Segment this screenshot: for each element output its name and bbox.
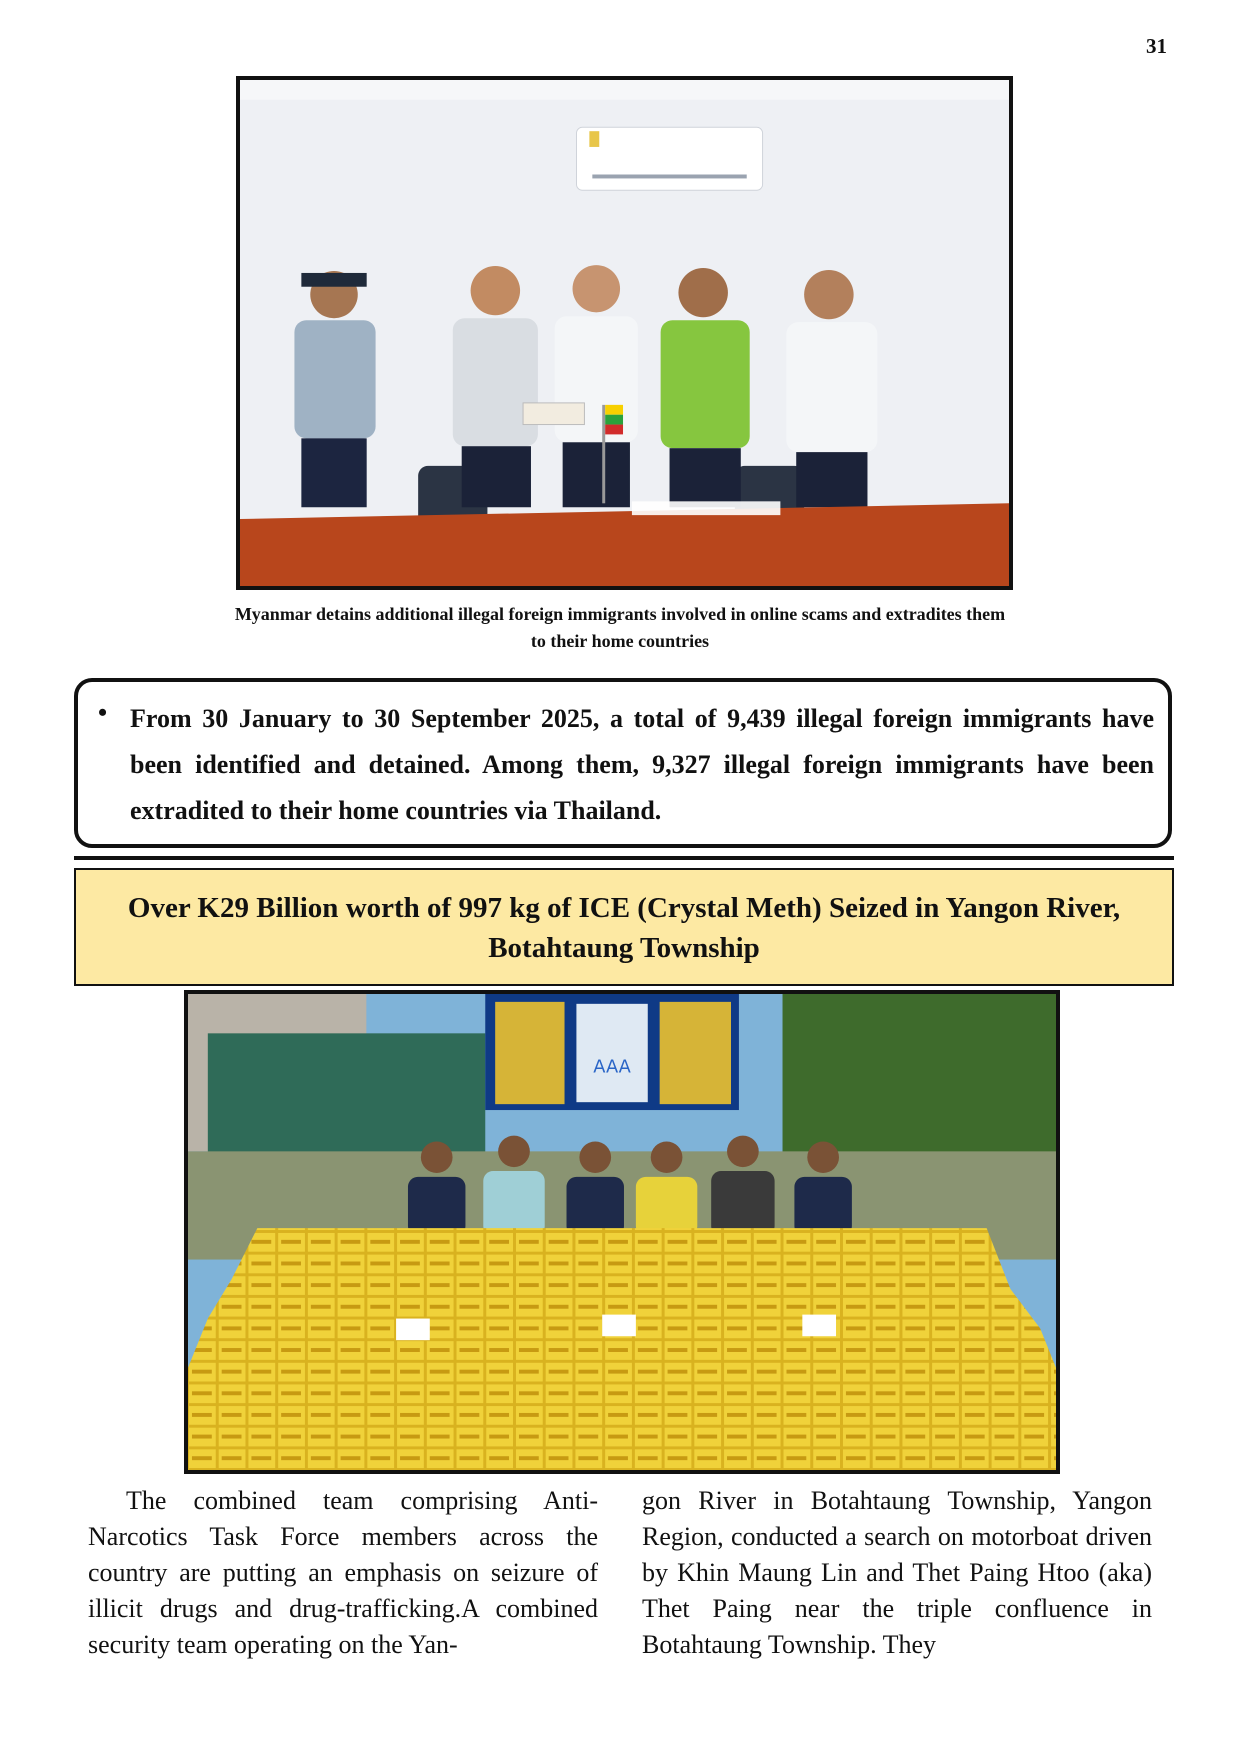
body-paragraph-continued: gon River in Botahtaung Township, Yangon Region, conducted a search on motorboat driven by Khin Maung Lin and Thet Paing Htoo (aka) Thet Paing near the triple confluence in Botahtaung Township. They [642, 1486, 1152, 1659]
callout-box [74, 678, 1172, 848]
headline-line1: Over K29 Billion worth of 997 kg of ICE (Crystal Meth) Seized in Yangon River, [127, 892, 1121, 924]
section-divider [74, 856, 1174, 860]
headline-line2: Botahtaung Township [488, 932, 760, 964]
meeting-photo-illustration [240, 80, 1009, 586]
inset-package-label: AAA [593, 1057, 631, 1078]
photo1-caption [150, 601, 1090, 655]
body-column-right [642, 1483, 1152, 1663]
photo-handover-meeting [236, 76, 1013, 590]
article-body [88, 1483, 1152, 1663]
bullet-icon: • [98, 698, 108, 727]
photo1-caption-line1: Myanmar detains additional illegal foreign immigrants involved in online scams and extradites them [234, 604, 1006, 624]
seizure-photo-illustration [188, 994, 1056, 1470]
photo1-caption-line2: to their home countries [530, 631, 710, 651]
body-column-left [88, 1483, 598, 1663]
page-number: 31 [1146, 34, 1167, 58]
photo-drug-seizure [184, 990, 1060, 1474]
article-headline [74, 868, 1174, 986]
callout-text: From 30 January to 30 September 2025, a total of 9,439 illegal foreign immigrants have been identified and detained. Among them, 9,327 illegal foreign immigrants have been extradited to their home countries via Thailand. [130, 704, 1154, 825]
body-paragraph: The combined team comprising Anti-Narcotics Task Force members across the country are putting an emphasis on seizure of illicit drugs and drug-trafficking.A combined security team operating on the Yan- [88, 1486, 598, 1659]
